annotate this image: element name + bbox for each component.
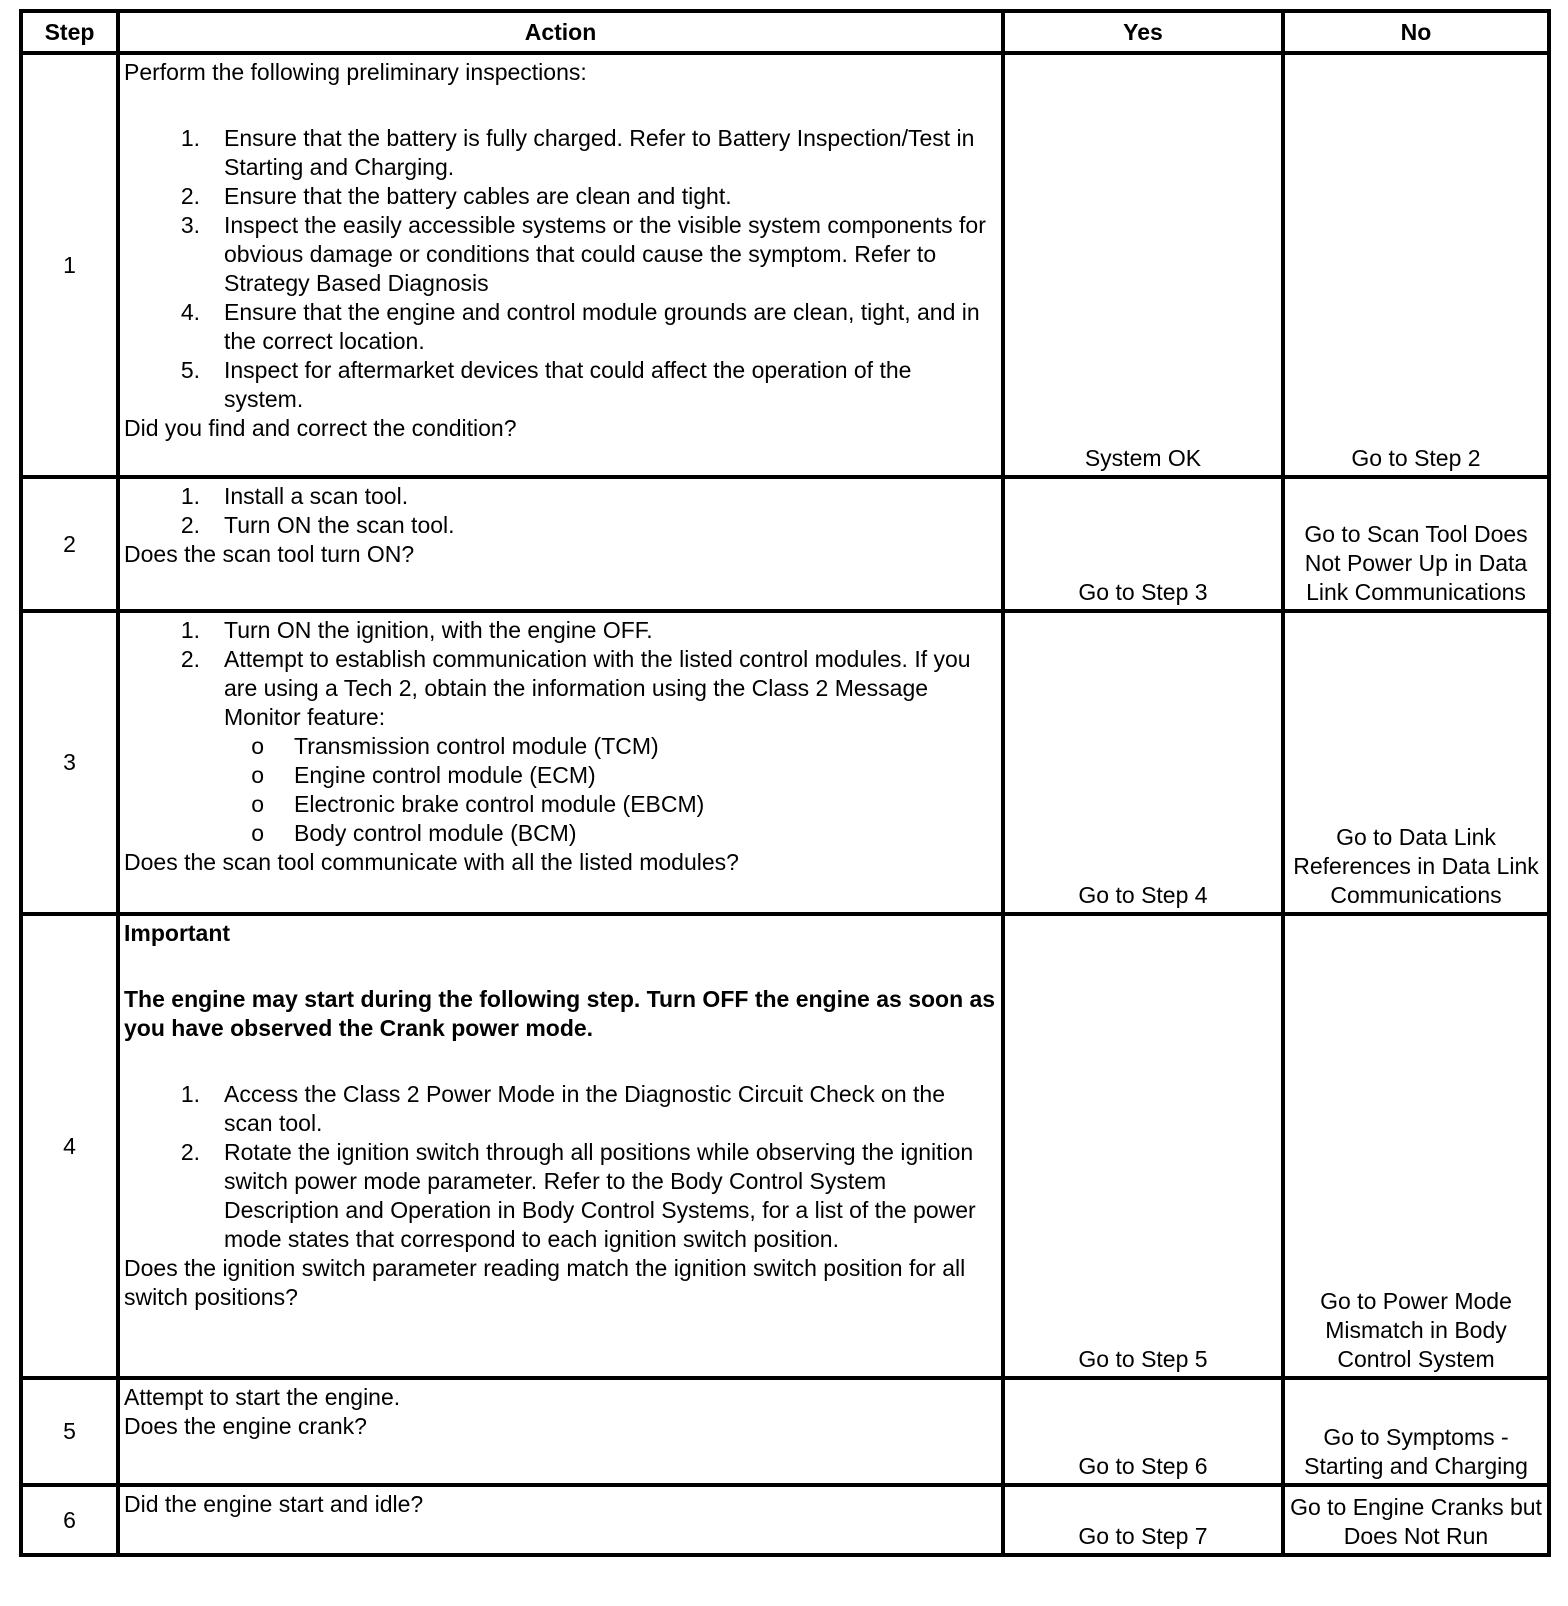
action-question: Does the ignition switch parameter reading match the ignition switch position for all switch positions? xyxy=(124,1255,966,1310)
step-number: 3 xyxy=(21,611,118,914)
yes-result: Go to Step 5 xyxy=(1003,914,1283,1378)
action-question: Did the engine start and idle? xyxy=(124,1491,424,1517)
diagnostic-table xyxy=(19,9,1551,1557)
step-number: 2 xyxy=(21,477,118,611)
instruction-list xyxy=(124,124,997,414)
list-item: 1. Access the Class 2 Power Mode in the Diagnostic Circuit Check on the scan tool. xyxy=(180,1081,945,1136)
action-question: Does the engine crank? xyxy=(124,1413,367,1439)
header-yes: Yes xyxy=(1003,11,1283,53)
list-item: o Body control module (BCM) xyxy=(251,820,577,846)
step-number: 6 xyxy=(21,1485,118,1555)
important-label: Important xyxy=(124,920,231,946)
list-item: o Engine control module (ECM) xyxy=(251,762,596,788)
action-cell xyxy=(118,1485,1003,1555)
yes-result: System OK xyxy=(1003,53,1283,477)
no-result: Go to Step 2 xyxy=(1283,53,1549,477)
step-number: 4 xyxy=(21,914,118,1378)
action-cell xyxy=(118,1378,1003,1485)
action-intro: Perform the following preliminary inspections: xyxy=(124,59,587,85)
action-intro: Attempt to start the engine. xyxy=(124,1384,401,1410)
yes-result: Go to Step 7 xyxy=(1003,1485,1283,1555)
table-row xyxy=(21,477,1549,611)
module-list xyxy=(124,732,997,848)
no-result: Go to Power Mode Mismatch in Body Control System xyxy=(1283,914,1549,1378)
action-cell xyxy=(118,611,1003,914)
yes-result: Go to Step 6 xyxy=(1003,1378,1283,1485)
table-row xyxy=(21,914,1549,1378)
action-cell xyxy=(118,477,1003,611)
step-number: 5 xyxy=(21,1378,118,1485)
action-cell xyxy=(118,53,1003,477)
instruction-list xyxy=(124,616,997,732)
action-cell xyxy=(118,914,1003,1378)
important-text: The engine may start during the following step. Turn OFF the engine as soon as you have observed the Crank power mode. xyxy=(124,986,996,1041)
step-number: 1 xyxy=(21,53,118,477)
no-result: Go to Symptoms - Starting and Charging xyxy=(1283,1378,1549,1485)
list-item: 5. Inspect for aftermarket devices that could affect the operation of the system. xyxy=(180,357,912,412)
list-item: 1. Turn ON the ignition, with the engine OFF. xyxy=(180,617,653,643)
yes-result: Go to Step 3 xyxy=(1003,477,1283,611)
table-row xyxy=(21,611,1549,914)
header-no: No xyxy=(1283,11,1549,53)
yes-result: Go to Step 4 xyxy=(1003,611,1283,914)
instruction-list xyxy=(124,482,997,540)
list-item: 2. Ensure that the battery cables are clean and tight. xyxy=(180,183,732,209)
header-step: Step xyxy=(21,11,118,53)
table-row xyxy=(21,1485,1549,1555)
list-item: 4. Ensure that the engine and control module grounds are clean, tight, and in the correct location. xyxy=(180,299,980,354)
list-item: o Electronic brake control module (EBCM) xyxy=(251,791,705,817)
no-result: Go to Scan Tool Does Not Power Up in Data Link Communications xyxy=(1283,477,1549,611)
action-question: Did you find and correct the condition? xyxy=(124,415,517,441)
table-row xyxy=(21,53,1549,477)
list-item: 2. Attempt to establish communication with the listed control modules. If you are using a Tech 2, obtain the information using the Class 2 Message Monitor feature: xyxy=(180,646,971,730)
list-item: 2. Rotate the ignition switch through all positions while observing the ignition switch power mode parameter. Refer to the Body Control System Description and Operation in Body Control Systems, for a list of the power mode states that correspond to each ignition switch position. xyxy=(180,1139,976,1252)
list-item: 1. Ensure that the battery is fully charged. Refer to Battery Inspection/Test in Starting and Charging. xyxy=(180,125,975,180)
list-item: o Transmission control module (TCM) xyxy=(251,733,659,759)
action-question: Does the scan tool communicate with all the listed modules? xyxy=(124,849,739,875)
no-result: Go to Data Link References in Data Link Communications xyxy=(1283,611,1549,914)
no-result: Go to Engine Cranks but Does Not Run xyxy=(1283,1485,1549,1555)
instruction-list xyxy=(124,1080,997,1254)
header-row xyxy=(21,11,1549,53)
header-action: Action xyxy=(118,11,1003,53)
list-item: 2. Turn ON the scan tool. xyxy=(180,512,455,538)
list-item: 1. Install a scan tool. xyxy=(180,483,409,509)
action-question: Does the scan tool turn ON? xyxy=(124,541,415,567)
list-item: 3. Inspect the easily accessible systems or the visible system components for obvious damage or conditions that could cause the symptom. Refer to Strategy Based Diagnosis xyxy=(180,212,986,296)
table-row xyxy=(21,1378,1549,1485)
